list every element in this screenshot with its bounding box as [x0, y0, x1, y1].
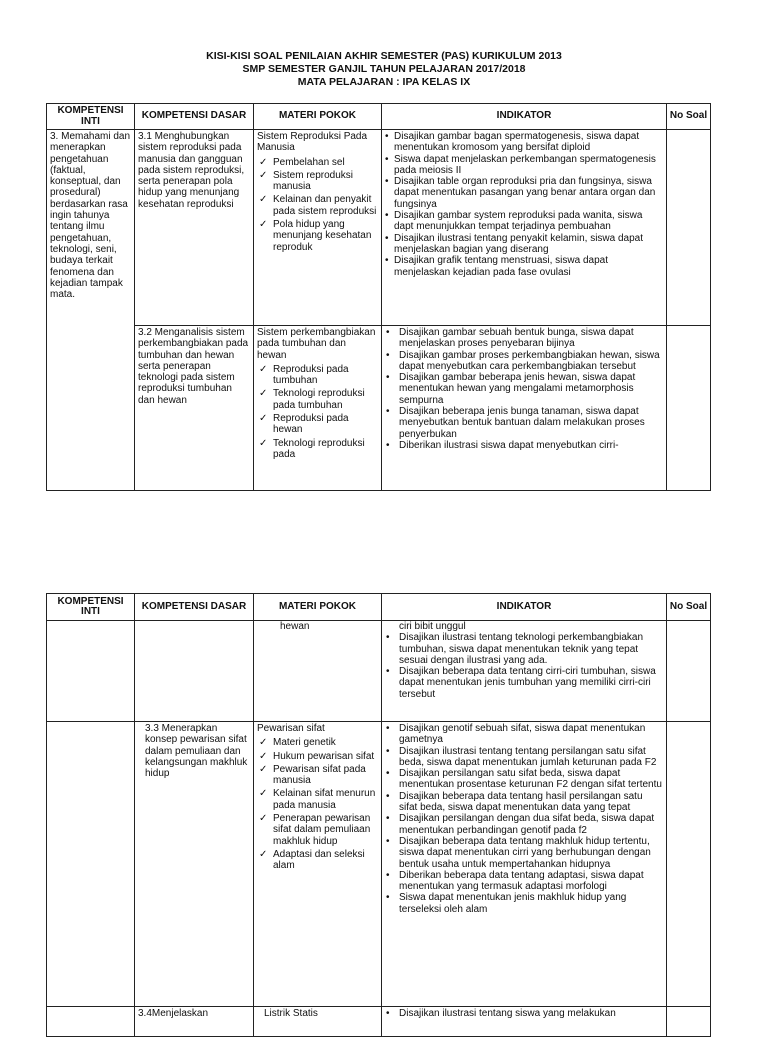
list-item — [385, 1008, 663, 1019]
bullet-icon: • — [386, 745, 390, 757]
list-item — [257, 219, 378, 253]
table-row — [47, 621, 711, 722]
indikator-item: Disajikan beberapa data tentang hasil persilangan satu sifat beda, siswa dapat menentukan data yang tepat — [399, 790, 643, 814]
list-item — [385, 768, 663, 791]
list-item — [385, 255, 663, 278]
check-icon: ✓ — [259, 437, 268, 449]
kd-cell: 3.1 Menghubungkan sistem reproduksi pada manusia dan gangguan pada sistem reproduksi, serta penerapan pola hidup yang menunjang kesehatan reproduksi — [135, 130, 254, 326]
list-item — [385, 892, 663, 915]
check-icon: ✓ — [259, 763, 268, 775]
materi-list — [257, 364, 378, 460]
list-item — [257, 764, 378, 787]
indikator-item: Disajikan genotif sebuah sifat, siswa dapat menentukan gametnya — [399, 723, 646, 746]
indikator-item: Diberikan beberapa data tentang adaptasi, siswa dapat menentukan yang termasuk adaptasi morfologi — [399, 869, 644, 893]
bullet-icon: • — [386, 723, 390, 734]
check-icon: ✓ — [259, 169, 268, 181]
materi-continued: hewan — [280, 621, 310, 632]
list-item — [385, 632, 663, 666]
materi-cell: Listrik Statis — [254, 1007, 382, 1037]
indikator-item: Disajikan ilustrasi tentang penyakit kelamin, siswa dapat menjelaskan bagian yang diserang — [394, 232, 644, 255]
list-item — [385, 666, 663, 700]
indikator-cell — [382, 1007, 667, 1037]
list-item — [385, 372, 663, 406]
indikator-item: Diberikan ilustrasi siswa dapat menyebutkan cirri- — [399, 439, 619, 451]
list-item — [385, 154, 663, 177]
bullet-icon: • — [385, 210, 389, 222]
materi-cell — [254, 130, 382, 326]
no-soal-cell — [667, 326, 711, 491]
materi-item: Teknologi reproduksi pada tumbuhan — [273, 388, 365, 411]
indikator-item: Siswa dapat menentukan jenis makhluk hidup yang terseleksi oleh alam — [399, 892, 627, 915]
no-soal-cell — [667, 1007, 711, 1037]
indikator-continued: ciri bibit unggul — [399, 621, 466, 632]
kd-cell: 3.3 Menerapkan konsep pewarisan sifat dalam pemuliaan dan kelangsungan makhluk hidup — [135, 722, 254, 1007]
materi-item: Hukum pewarisan sifat — [273, 750, 375, 762]
indikator-item: Disajikan ilustrasi tentang tentang persilangan satu sifat beda, siswa dapat menentukan jumlah keturunan pada F2 — [399, 745, 657, 768]
list-item — [257, 364, 378, 387]
indikator-cell — [382, 621, 667, 722]
list-item — [257, 388, 378, 411]
ki-cell — [47, 722, 135, 1007]
list-item — [385, 836, 663, 870]
list-item — [385, 791, 663, 814]
bullet-icon: • — [386, 327, 390, 338]
list-item — [385, 723, 663, 746]
check-icon: ✓ — [259, 813, 268, 825]
header-subject: MATA PELAJARAN : IPA KELAS IX — [297, 76, 471, 88]
materi-item: Materi genetik — [273, 737, 336, 749]
column-header-ki: KOMPETENSI INTI — [47, 104, 135, 130]
kisi-kisi-table-page2 — [46, 593, 711, 1037]
header-title: KISI-KISI SOAL PENILAIAN AKHIR SEMESTER (PAS) KURIKULUM 2013 — [206, 50, 562, 62]
check-icon: ✓ — [259, 750, 268, 762]
ki-cell — [47, 1007, 135, 1037]
materi-list — [257, 737, 378, 871]
bullet-icon: • — [386, 869, 390, 881]
list-item — [257, 737, 378, 748]
materi-item: Pola hidup yang menunjang kesehatan reproduk — [273, 219, 372, 253]
indikator-item: Disajikan beberapa data tentang cirri-ciri tumbuhan, siswa dapat menentukan jenis tumbuhan yang memiliki cirri-ciri tersebut — [399, 666, 656, 700]
table-header-row — [47, 594, 711, 621]
list-item — [257, 751, 378, 762]
indikator-list — [385, 131, 663, 278]
indikator-list — [385, 327, 663, 451]
column-header-ki: KOMPETENSI INTI — [47, 594, 135, 621]
materi-item: Kelainan dan penyakit pada sistem reproduksi — [273, 194, 377, 217]
indikator-list — [385, 723, 663, 915]
bullet-icon: • — [386, 632, 390, 644]
indikator-item: Disajikan gambar proses perkembangbiakan hewan, siswa dapat menyebutkan cara perkembangbiakan tersebut — [399, 349, 660, 372]
ki-cell: 3. Memahami dan menerapkan pengetahuan (faktual, konseptual, dan prosedural) berdasarkan rasa ingin tahunya tentang ilmu pengetahuan, teknologi, seni, budaya terkait fenomena dan kejadian tampak mata. — [47, 130, 135, 491]
materi-item: Kelainan sifat menurun pada manusia — [273, 788, 376, 811]
check-icon: ✓ — [259, 848, 268, 860]
list-item — [385, 176, 663, 210]
materi-cell — [254, 722, 382, 1007]
column-header-no-soal: No Soal — [667, 104, 711, 130]
no-soal-cell — [667, 130, 711, 326]
kd-cell: 3.4Menjelaskan — [135, 1007, 254, 1037]
column-header-kd: KOMPETENSI DASAR — [135, 594, 254, 621]
materi-cell — [254, 621, 382, 722]
bullet-icon: • — [386, 406, 390, 418]
indikator-item: Disajikan beberapa jenis bunga tanaman, siswa dapat menyebutkan bentuk bantuan dalam melakukan proses penyerbukan — [399, 406, 645, 440]
indikator-item: Disajikan ilustrasi tentang siswa yang melakukan — [399, 1008, 616, 1019]
list-item — [385, 440, 663, 451]
list-item — [385, 350, 663, 373]
list-item — [257, 157, 378, 168]
bullet-icon: • — [386, 439, 390, 451]
bullet-icon: • — [385, 232, 389, 244]
indikator-item: Disajikan persilangan dengan dua sifat beda, siswa dapat menentukan perbandingan genotif pada f2 — [399, 813, 655, 836]
check-icon: ✓ — [259, 156, 268, 168]
column-header-indikator: INDIKATOR — [382, 104, 667, 130]
bullet-icon: • — [386, 372, 390, 384]
indikator-item: Disajikan beberapa data tentang makhluk hidup tertentu, siswa dapat menentukan cirri yang berhubungan dengan bentuk usaha untuk mempertahankan hidupnya — [399, 835, 651, 870]
check-icon: ✓ — [259, 788, 268, 800]
materi-item: Adaptasi dan seleksi alam — [273, 848, 365, 872]
materi-item: Teknologi reproduksi pada — [273, 437, 365, 460]
list-item — [257, 170, 378, 193]
materi-title: Pewarisan sifat — [257, 723, 325, 734]
materi-item: Pewarisan sifat pada manusia — [273, 763, 366, 787]
bullet-icon: • — [386, 892, 390, 904]
indikator-cell — [382, 722, 667, 1007]
bullet-icon: • — [385, 153, 389, 165]
materi-item: Sistem reproduksi manusia — [273, 169, 354, 193]
bullet-icon: • — [386, 349, 390, 361]
list-item — [385, 406, 663, 440]
document-header — [0, 50, 768, 89]
materi-item: Pembelahan sel — [273, 156, 345, 168]
list-item — [257, 849, 378, 872]
list-item — [385, 746, 663, 769]
kd-cell: 3.2 Menganalisis sistem perkembangbiakan pada tumbuhan dan hewan serta penerapan teknologi pada sistem reproduksi tumbuhan dan hewan — [135, 326, 254, 491]
bullet-icon: • — [386, 813, 390, 825]
list-item — [257, 788, 378, 811]
materi-title: Sistem Reproduksi Pada Manusia — [257, 131, 368, 154]
indikator-item: Disajikan table organ reproduksi pria dan fungsinya, siswa dapat menentukan pasangan yang benar antara organ dan fungsinya — [394, 176, 656, 210]
check-icon: ✓ — [259, 363, 268, 375]
indikator-item: Disajikan gambar beberapa jenis hewan, siswa dapat menentukan hewan yang mengalami metamorphosis sempurna — [399, 372, 636, 406]
list-item — [385, 131, 663, 154]
indikator-list — [385, 632, 663, 700]
bullet-icon: • — [386, 666, 390, 678]
table-row — [47, 326, 711, 491]
column-header-kd: KOMPETENSI DASAR — [135, 104, 254, 130]
column-header-materi: MATERI POKOK — [254, 594, 382, 621]
indikator-item: Disajikan ilustrasi tentang teknologi perkembangbiakan tumbuhan, siswa dapat menentukan teknik yang tepat sesuai dengan ilustrasi yang ada. — [399, 632, 644, 666]
kd-cell — [135, 621, 254, 722]
table-header-row — [47, 104, 711, 130]
indikator-item: Disajikan gambar bagan spermatogenesis, siswa dapat menentukan kromosom yang bersifat diploid — [394, 131, 640, 154]
check-icon: ✓ — [259, 388, 268, 400]
indikator-item: Siswa dapat menjelaskan perkembangan spermatogenesis pada meiosis II — [394, 153, 656, 176]
bullet-icon: • — [386, 768, 390, 780]
materi-item: Reproduksi pada tumbuhan — [273, 363, 349, 387]
bullet-icon: • — [385, 255, 389, 267]
list-item — [385, 813, 663, 836]
no-soal-cell — [667, 722, 711, 1007]
list-item — [385, 327, 663, 350]
materi-item: Penerapan pewarisan sifat dalam pemuliaan makhluk hidup — [273, 813, 371, 847]
materi-list — [257, 157, 378, 253]
list-item — [385, 210, 663, 233]
column-header-materi: MATERI POKOK — [254, 104, 382, 130]
bullet-icon: • — [386, 835, 390, 847]
bullet-icon: • — [386, 1008, 390, 1019]
column-header-indikator: INDIKATOR — [382, 594, 667, 621]
check-icon: ✓ — [259, 413, 268, 425]
list-item — [257, 813, 378, 847]
indikator-list — [385, 1008, 663, 1019]
indikator-item: Disajikan persilangan satu sifat beda, siswa dapat menentukan prosentase keturunan F2 dengan sifat tertentu — [399, 768, 662, 791]
list-item — [385, 870, 663, 893]
indikator-item: Disajikan grafik tentang menstruasi, siswa dapat menjelaskan kejadian pada fase ovulasi — [394, 255, 608, 278]
bullet-icon: • — [385, 176, 389, 188]
indikator-item: Disajikan gambar sebuah bentuk bunga, siswa dapat menjelaskan proses penyebaran bijinya — [399, 327, 634, 350]
ki-cell — [47, 621, 135, 722]
indikator-cell — [382, 130, 667, 326]
materi-title: Sistem perkembangbiakan pada tumbuhan dan hewan — [257, 327, 376, 361]
check-icon: ✓ — [259, 219, 268, 231]
bullet-icon: • — [385, 131, 389, 142]
indikator-cell — [382, 326, 667, 491]
header-school: SMP SEMESTER GANJIL TAHUN PELAJARAN 2017/2018 — [242, 63, 526, 75]
list-item — [257, 438, 378, 461]
kisi-kisi-table-page1 — [46, 103, 711, 491]
column-header-no-soal: No Soal — [667, 594, 711, 621]
materi-item: Reproduksi pada hewan — [273, 413, 349, 436]
list-item — [257, 194, 378, 217]
list-item — [385, 233, 663, 256]
check-icon: ✓ — [259, 737, 268, 749]
list-item — [257, 413, 378, 436]
table-row — [47, 1007, 711, 1037]
bullet-icon: • — [386, 790, 390, 802]
table-row — [47, 722, 711, 1007]
indikator-item: Disajikan gambar system reproduksi pada wanita, siswa dapt menunjukkan tempat terjadinya pembuahan — [394, 210, 643, 233]
check-icon: ✓ — [259, 194, 268, 206]
no-soal-cell — [667, 621, 711, 722]
table-row — [47, 130, 711, 326]
materi-cell — [254, 326, 382, 491]
